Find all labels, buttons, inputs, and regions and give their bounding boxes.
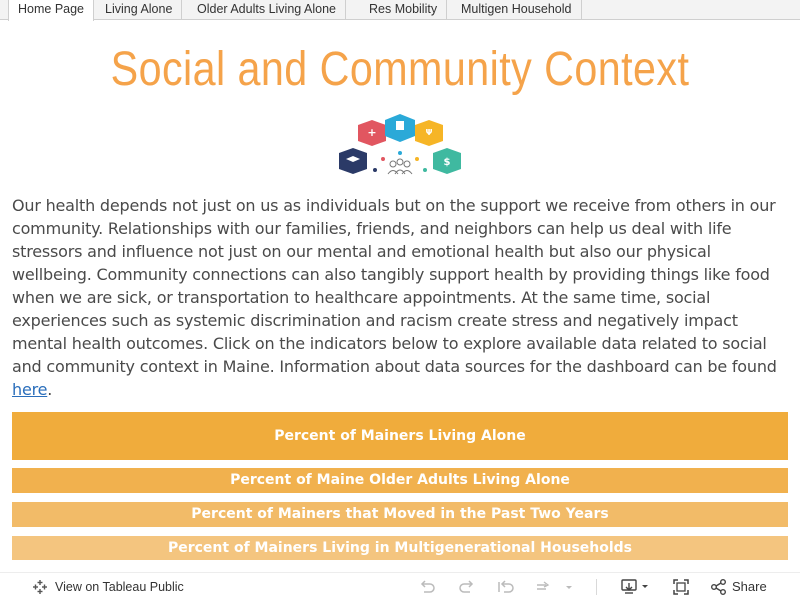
tab-older-adults-living-alone[interactable]: Older Adults Living Alone xyxy=(188,0,346,20)
intro-suffix: . xyxy=(47,380,53,399)
svg-text:+: + xyxy=(367,126,377,139)
tab-home-page[interactable]: Home Page xyxy=(8,0,94,21)
indicator-multigenerational-households-button[interactable]: Percent of Mainers Living in Multigenerational Households xyxy=(12,536,788,560)
revert-icon[interactable] xyxy=(497,579,515,595)
intro-text: Our health depends not just on us as individuals but on the support we receive from others in our community. Relationships with our families, friends, and neighbors can help us deal with life stressors and influence not just on our mental and emotional health but also our physical wellbeing. Community connections can also tangibly support health by providing things like food when we are sick, or transportation to healthcare appointments. At the same time, social experiences such as systemic discrimination and racism create stress and negatively impact mental health outcomes. Click on the indicators below to explore available data related to social and community context in Maine. Information about data sources for the dashboard can be found xyxy=(12,196,777,376)
tab-multigen-household[interactable]: Multigen Household xyxy=(452,0,582,20)
indicator-older-adults-living-alone-button[interactable]: Percent of Maine Older Adults Living Alone xyxy=(12,468,788,493)
tab-bar xyxy=(0,0,800,20)
data-sources-link[interactable]: here xyxy=(12,380,48,399)
undo-icon[interactable] xyxy=(418,579,436,595)
tab-res-mobility[interactable]: Res Mobility xyxy=(360,0,447,20)
share-icon xyxy=(710,579,728,595)
tableau-toolbar xyxy=(0,572,800,600)
view-on-tableau-label: View on Tableau Public xyxy=(55,580,184,594)
share-label: Share xyxy=(732,579,767,594)
redo-icon[interactable] xyxy=(458,579,476,595)
share-button[interactable] xyxy=(708,578,788,596)
fullscreen-icon[interactable] xyxy=(672,579,690,595)
download-icon[interactable] xyxy=(620,579,652,595)
intro-paragraph xyxy=(12,194,790,401)
tab-living-alone[interactable]: Living Alone xyxy=(96,0,182,20)
svg-text:Ψ: Ψ xyxy=(425,128,433,137)
social-determinants-logo-icon xyxy=(335,112,465,184)
refresh-dropdown-icon[interactable] xyxy=(534,579,576,595)
page-title: Social and Community Context xyxy=(110,43,690,96)
indicator-living-alone-button[interactable]: Percent of Mainers Living Alone xyxy=(12,412,788,460)
toolbar-separator xyxy=(596,579,597,595)
svg-text:$: $ xyxy=(443,157,451,168)
tableau-logo-icon xyxy=(32,579,48,595)
indicator-moved-past-two-years-button[interactable]: Percent of Mainers that Moved in the Past Two Years xyxy=(12,502,788,527)
